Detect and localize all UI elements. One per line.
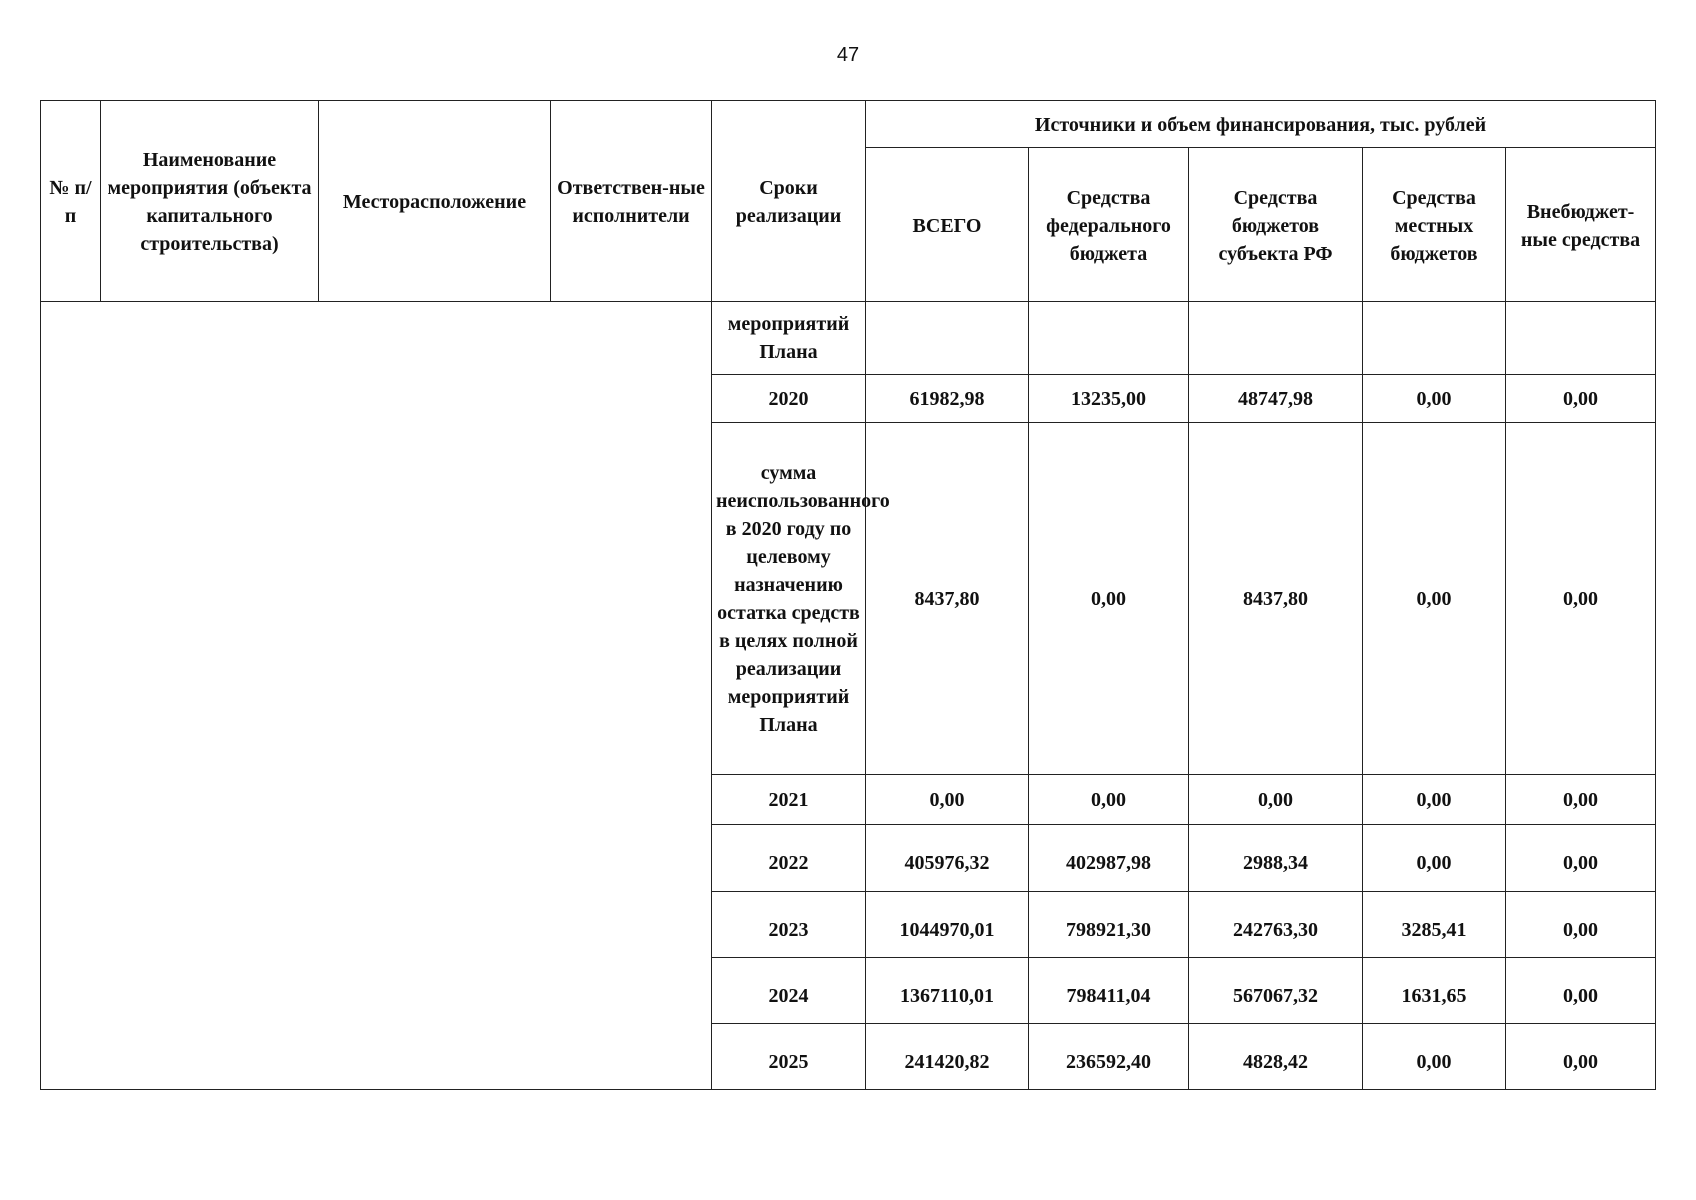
total-cell: 241420,82 [866,1024,1029,1090]
term-cell: мероприятий Плана [712,302,866,375]
local-cell: 0,00 [1363,775,1506,825]
term-cell: сумма неиспользованного в 2020 году по целевому назначению остатка средств в целях полной реализации мероприятий Плана [712,423,866,775]
header-local: Средства местных бюджетов [1363,148,1506,302]
local-cell: 3285,41 [1363,892,1506,958]
local-cell: 0,00 [1363,1024,1506,1090]
extra-cell: 0,00 [1506,423,1656,775]
term-cell: 2022 [712,825,866,892]
term-cell: 2023 [712,892,866,958]
total-cell [866,302,1029,375]
subject-cell [1189,302,1363,375]
extra-cell: 0,00 [1506,1024,1656,1090]
term-cell: 2024 [712,958,866,1024]
local-cell: 0,00 [1363,375,1506,423]
total-cell: 61982,98 [866,375,1029,423]
federal-cell: 402987,98 [1029,825,1189,892]
header-location: Месторасположение [319,101,551,302]
total-cell: 1367110,01 [866,958,1029,1024]
term-cell: 2025 [712,1024,866,1090]
term-cell: 2021 [712,775,866,825]
federal-cell: 13235,00 [1029,375,1189,423]
local-cell: 0,00 [1363,423,1506,775]
federal-cell: 798921,30 [1029,892,1189,958]
table-row [41,302,1656,375]
subject-cell: 0,00 [1189,775,1363,825]
extra-cell: 0,00 [1506,958,1656,1024]
subject-cell: 4828,42 [1189,1024,1363,1090]
federal-cell: 0,00 [1029,775,1189,825]
extra-cell [1506,302,1656,375]
subject-cell: 48747,98 [1189,375,1363,423]
subject-cell: 242763,30 [1189,892,1363,958]
header-sources: Источники и объем финансирования, тыс. рублей [866,101,1656,148]
header-terms: Сроки реализации [712,101,866,302]
term-cell: 2020 [712,375,866,423]
local-cell [1363,302,1506,375]
page-number: 47 [836,44,860,66]
federal-cell: 236592,40 [1029,1024,1189,1090]
total-cell: 0,00 [866,775,1029,825]
subject-cell: 2988,34 [1189,825,1363,892]
financing-table [40,100,1656,1090]
federal-cell: 0,00 [1029,423,1189,775]
header-num: № п/п [41,101,101,302]
header-extra: Внебюджет-ные средства [1506,148,1656,302]
header-federal: Средства федерального бюджета [1029,148,1189,302]
merged-empty-block [41,302,712,1090]
local-cell: 0,00 [1363,825,1506,892]
header-responsible: Ответствен-ные исполнители [551,101,712,302]
header-subject: Средства бюджетов субъекта РФ [1189,148,1363,302]
federal-cell [1029,302,1189,375]
total-cell: 1044970,01 [866,892,1029,958]
local-cell: 1631,65 [1363,958,1506,1024]
extra-cell: 0,00 [1506,375,1656,423]
extra-cell: 0,00 [1506,775,1656,825]
header-name: Наименование мероприятия (объекта капитального строительства) [101,101,319,302]
total-cell: 8437,80 [866,423,1029,775]
subject-cell: 567067,32 [1189,958,1363,1024]
header-total: ВСЕГО [866,148,1029,302]
total-cell: 405976,32 [866,825,1029,892]
federal-cell: 798411,04 [1029,958,1189,1024]
subject-cell: 8437,80 [1189,423,1363,775]
extra-cell: 0,00 [1506,825,1656,892]
extra-cell: 0,00 [1506,892,1656,958]
